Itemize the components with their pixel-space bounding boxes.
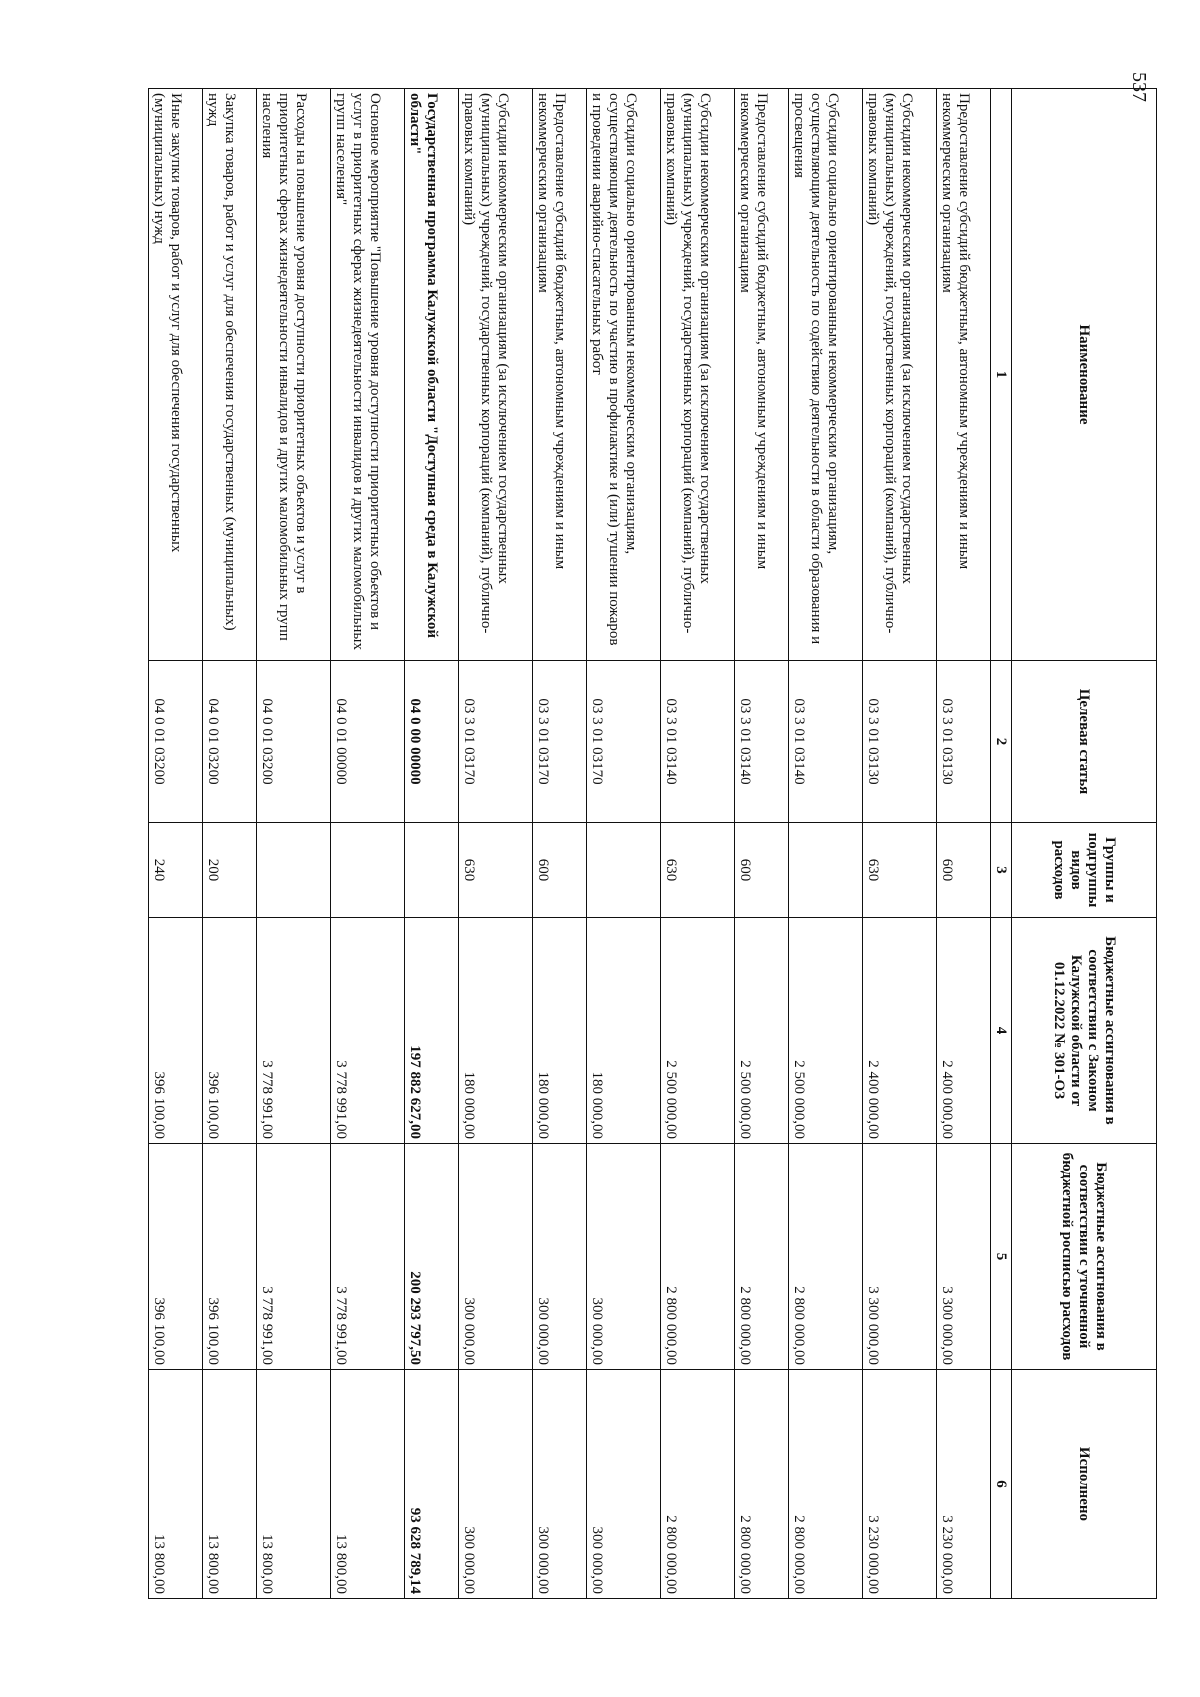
- row-target-code: 03 3 01 03130: [863, 661, 937, 823]
- row-name: Закупка товаров, работ и услуг для обеспечения государственных (муниципальных) нужд: [203, 89, 257, 661]
- row-target-code: 03 3 01 03140: [661, 661, 735, 823]
- header-refined-allocations: Бюджетные ассигнования в соответствии с уточненной бюджетной росписью расходов: [1012, 1144, 1157, 1370]
- table-row: [459, 89, 533, 1599]
- row-law-amount: 2 500 000,00: [789, 918, 863, 1144]
- row-target-code: 03 3 01 03170: [533, 661, 587, 823]
- table-row: [661, 89, 735, 1599]
- table-row: [735, 89, 789, 1599]
- row-refined-amount: 300 000,00: [587, 1144, 661, 1370]
- budget-table: [148, 88, 1157, 1599]
- row-name: Субсидии социально ориентированным некоммерческим организациям, осуществляющим деятельность по содействию деятельности в области образования и просвещения: [789, 89, 863, 661]
- row-law-amount: 197 882 627,00: [405, 918, 459, 1144]
- row-refined-amount: 3 300 000,00: [863, 1144, 937, 1370]
- row-law-amount: 3 778 991,00: [331, 918, 405, 1144]
- row-expense-group: 600: [533, 823, 587, 918]
- row-law-amount: 2 500 000,00: [661, 918, 735, 1144]
- row-expense-group: [331, 823, 405, 918]
- row-name: Субсидии некоммерческим организациям (за исключением государственных (муниципальных) учреждений, государственных корпораций (компаний), публично-правовых компаний): [459, 89, 533, 661]
- row-name: Предоставление субсидий бюджетным, автономным учреждениям и иным некоммерческим организациям: [937, 89, 991, 661]
- row-refined-amount: 3 778 991,00: [331, 1144, 405, 1370]
- row-law-amount: 396 100,00: [149, 918, 203, 1144]
- row-law-amount: 2 400 000,00: [863, 918, 937, 1144]
- row-refined-amount: 200 293 797,50: [405, 1144, 459, 1370]
- table-row-program: [405, 89, 459, 1599]
- row-law-amount: 2 500 000,00: [735, 918, 789, 1144]
- row-refined-amount: 3 300 000,00: [937, 1144, 991, 1370]
- row-name: Расходы на повышение уровня доступности приоритетных объектов и услуг в приоритетных сферах жизнедеятельности инвалидов и других маломобильных групп населения: [257, 89, 331, 661]
- row-expense-group: 630: [459, 823, 533, 918]
- row-expense-group: 630: [863, 823, 937, 918]
- row-executed-amount: 2 800 000,00: [789, 1370, 863, 1599]
- row-executed-amount: 13 800,00: [331, 1370, 405, 1599]
- row-executed-amount: 93 628 789,14: [405, 1370, 459, 1599]
- column-number: 1: [991, 89, 1012, 661]
- header-executed: Исполнено: [1012, 1370, 1157, 1599]
- row-refined-amount: 2 800 000,00: [789, 1144, 863, 1370]
- row-target-code: 03 3 01 03130: [937, 661, 991, 823]
- row-law-amount: 2 400 000,00: [937, 918, 991, 1144]
- row-expense-group: 600: [735, 823, 789, 918]
- table-row: [587, 89, 661, 1599]
- row-target-code: 03 3 01 03140: [735, 661, 789, 823]
- row-name: Предоставление субсидий бюджетным, автономным учреждениям и иным некоммерческим организациям: [533, 89, 587, 661]
- row-name: Субсидии социально ориентированным некоммерческим организациям, осуществляющим деятельность по участию в профилактике и (или) тушении пожаров и проведении аварийно-спасательных работ: [587, 89, 661, 661]
- row-target-code: 03 3 01 03170: [587, 661, 661, 823]
- header-name: Наименование: [1012, 89, 1157, 661]
- row-expense-group: 240: [149, 823, 203, 918]
- row-law-amount: 180 000,00: [533, 918, 587, 1144]
- header-target-article: Целевая статья: [1012, 661, 1157, 823]
- row-expense-group: 600: [937, 823, 991, 918]
- row-expense-group: [405, 823, 459, 918]
- row-refined-amount: 300 000,00: [459, 1144, 533, 1370]
- table-row: [203, 89, 257, 1599]
- row-target-code: 03 3 01 03140: [789, 661, 863, 823]
- table-row: [257, 89, 331, 1599]
- row-executed-amount: 13 800,00: [203, 1370, 257, 1599]
- row-name: Предоставление субсидий бюджетным, автономным учреждениям и иным некоммерческим организациям: [735, 89, 789, 661]
- row-expense-group: [257, 823, 331, 918]
- table-row: [937, 89, 991, 1599]
- row-refined-amount: 2 800 000,00: [735, 1144, 789, 1370]
- column-number: 3: [991, 823, 1012, 918]
- row-target-code: 04 0 01 00000: [331, 661, 405, 823]
- row-expense-group: [587, 823, 661, 918]
- column-number-row: [991, 89, 1012, 1599]
- row-executed-amount: 13 800,00: [257, 1370, 331, 1599]
- row-executed-amount: 2 800 000,00: [661, 1370, 735, 1599]
- row-target-code: 04 0 01 03200: [149, 661, 203, 823]
- row-expense-group: [789, 823, 863, 918]
- row-law-amount: 396 100,00: [203, 918, 257, 1144]
- row-refined-amount: 2 800 000,00: [661, 1144, 735, 1370]
- row-name: Иные закупки товаров, работ и услуг для обеспечения государственных (муниципальных) нужд: [149, 89, 203, 661]
- row-executed-amount: 13 800,00: [149, 1370, 203, 1599]
- row-expense-group: 200: [203, 823, 257, 918]
- row-refined-amount: 396 100,00: [203, 1144, 257, 1370]
- row-executed-amount: 300 000,00: [587, 1370, 661, 1599]
- column-number: 6: [991, 1370, 1012, 1599]
- row-law-amount: 180 000,00: [459, 918, 533, 1144]
- header-law-allocations: Бюджетные ассигнования в соответствии с Законом Калужской области от 01.12.2022 № 301-ОЗ: [1012, 918, 1157, 1144]
- row-executed-amount: 2 800 000,00: [735, 1370, 789, 1599]
- page-number: 537: [1128, 72, 1150, 102]
- row-name: Основное мероприятие "Повышение уровня доступности приоритетных объектов и услуг в приоритетных сферах жизнедеятельности инвалидов и других маломобильных групп населения": [331, 89, 405, 661]
- row-name: Субсидии некоммерческим организациям (за исключением государственных (муниципальных) учреждений, государственных корпораций (компаний), публично-правовых компаний): [863, 89, 937, 661]
- row-executed-amount: 300 000,00: [533, 1370, 587, 1599]
- row-executed-amount: 300 000,00: [459, 1370, 533, 1599]
- column-number: 4: [991, 918, 1012, 1144]
- table-row: [331, 89, 405, 1599]
- row-law-amount: 180 000,00: [587, 918, 661, 1144]
- table-row: [789, 89, 863, 1599]
- rotated-page-content: [148, 88, 1157, 1599]
- row-expense-group: 630: [661, 823, 735, 918]
- row-refined-amount: 300 000,00: [533, 1144, 587, 1370]
- row-name: Государственная программа Калужской области "Доступная среда в Калужской области": [405, 89, 459, 661]
- row-law-amount: 3 778 991,00: [257, 918, 331, 1144]
- row-executed-amount: 3 230 000,00: [863, 1370, 937, 1599]
- row-name: Субсидии некоммерческим организациям (за исключением государственных (муниципальных) учреждений, государственных корпораций (компаний), публично-правовых компаний): [661, 89, 735, 661]
- row-refined-amount: 396 100,00: [149, 1144, 203, 1370]
- column-number: 2: [991, 661, 1012, 823]
- row-refined-amount: 3 778 991,00: [257, 1144, 331, 1370]
- row-target-code: 04 0 01 03200: [203, 661, 257, 823]
- row-target-code: 03 3 01 03170: [459, 661, 533, 823]
- row-target-code: 04 0 01 03200: [257, 661, 331, 823]
- table-row: [863, 89, 937, 1599]
- header-expense-groups: Группы и подгруппы видов расходов: [1012, 823, 1157, 918]
- table-row: [533, 89, 587, 1599]
- table-row: [149, 89, 203, 1599]
- column-number: 5: [991, 1144, 1012, 1370]
- header-row: [1012, 89, 1157, 1599]
- row-target-code: 04 0 00 00000: [405, 661, 459, 823]
- row-executed-amount: 3 230 000,00: [937, 1370, 991, 1599]
